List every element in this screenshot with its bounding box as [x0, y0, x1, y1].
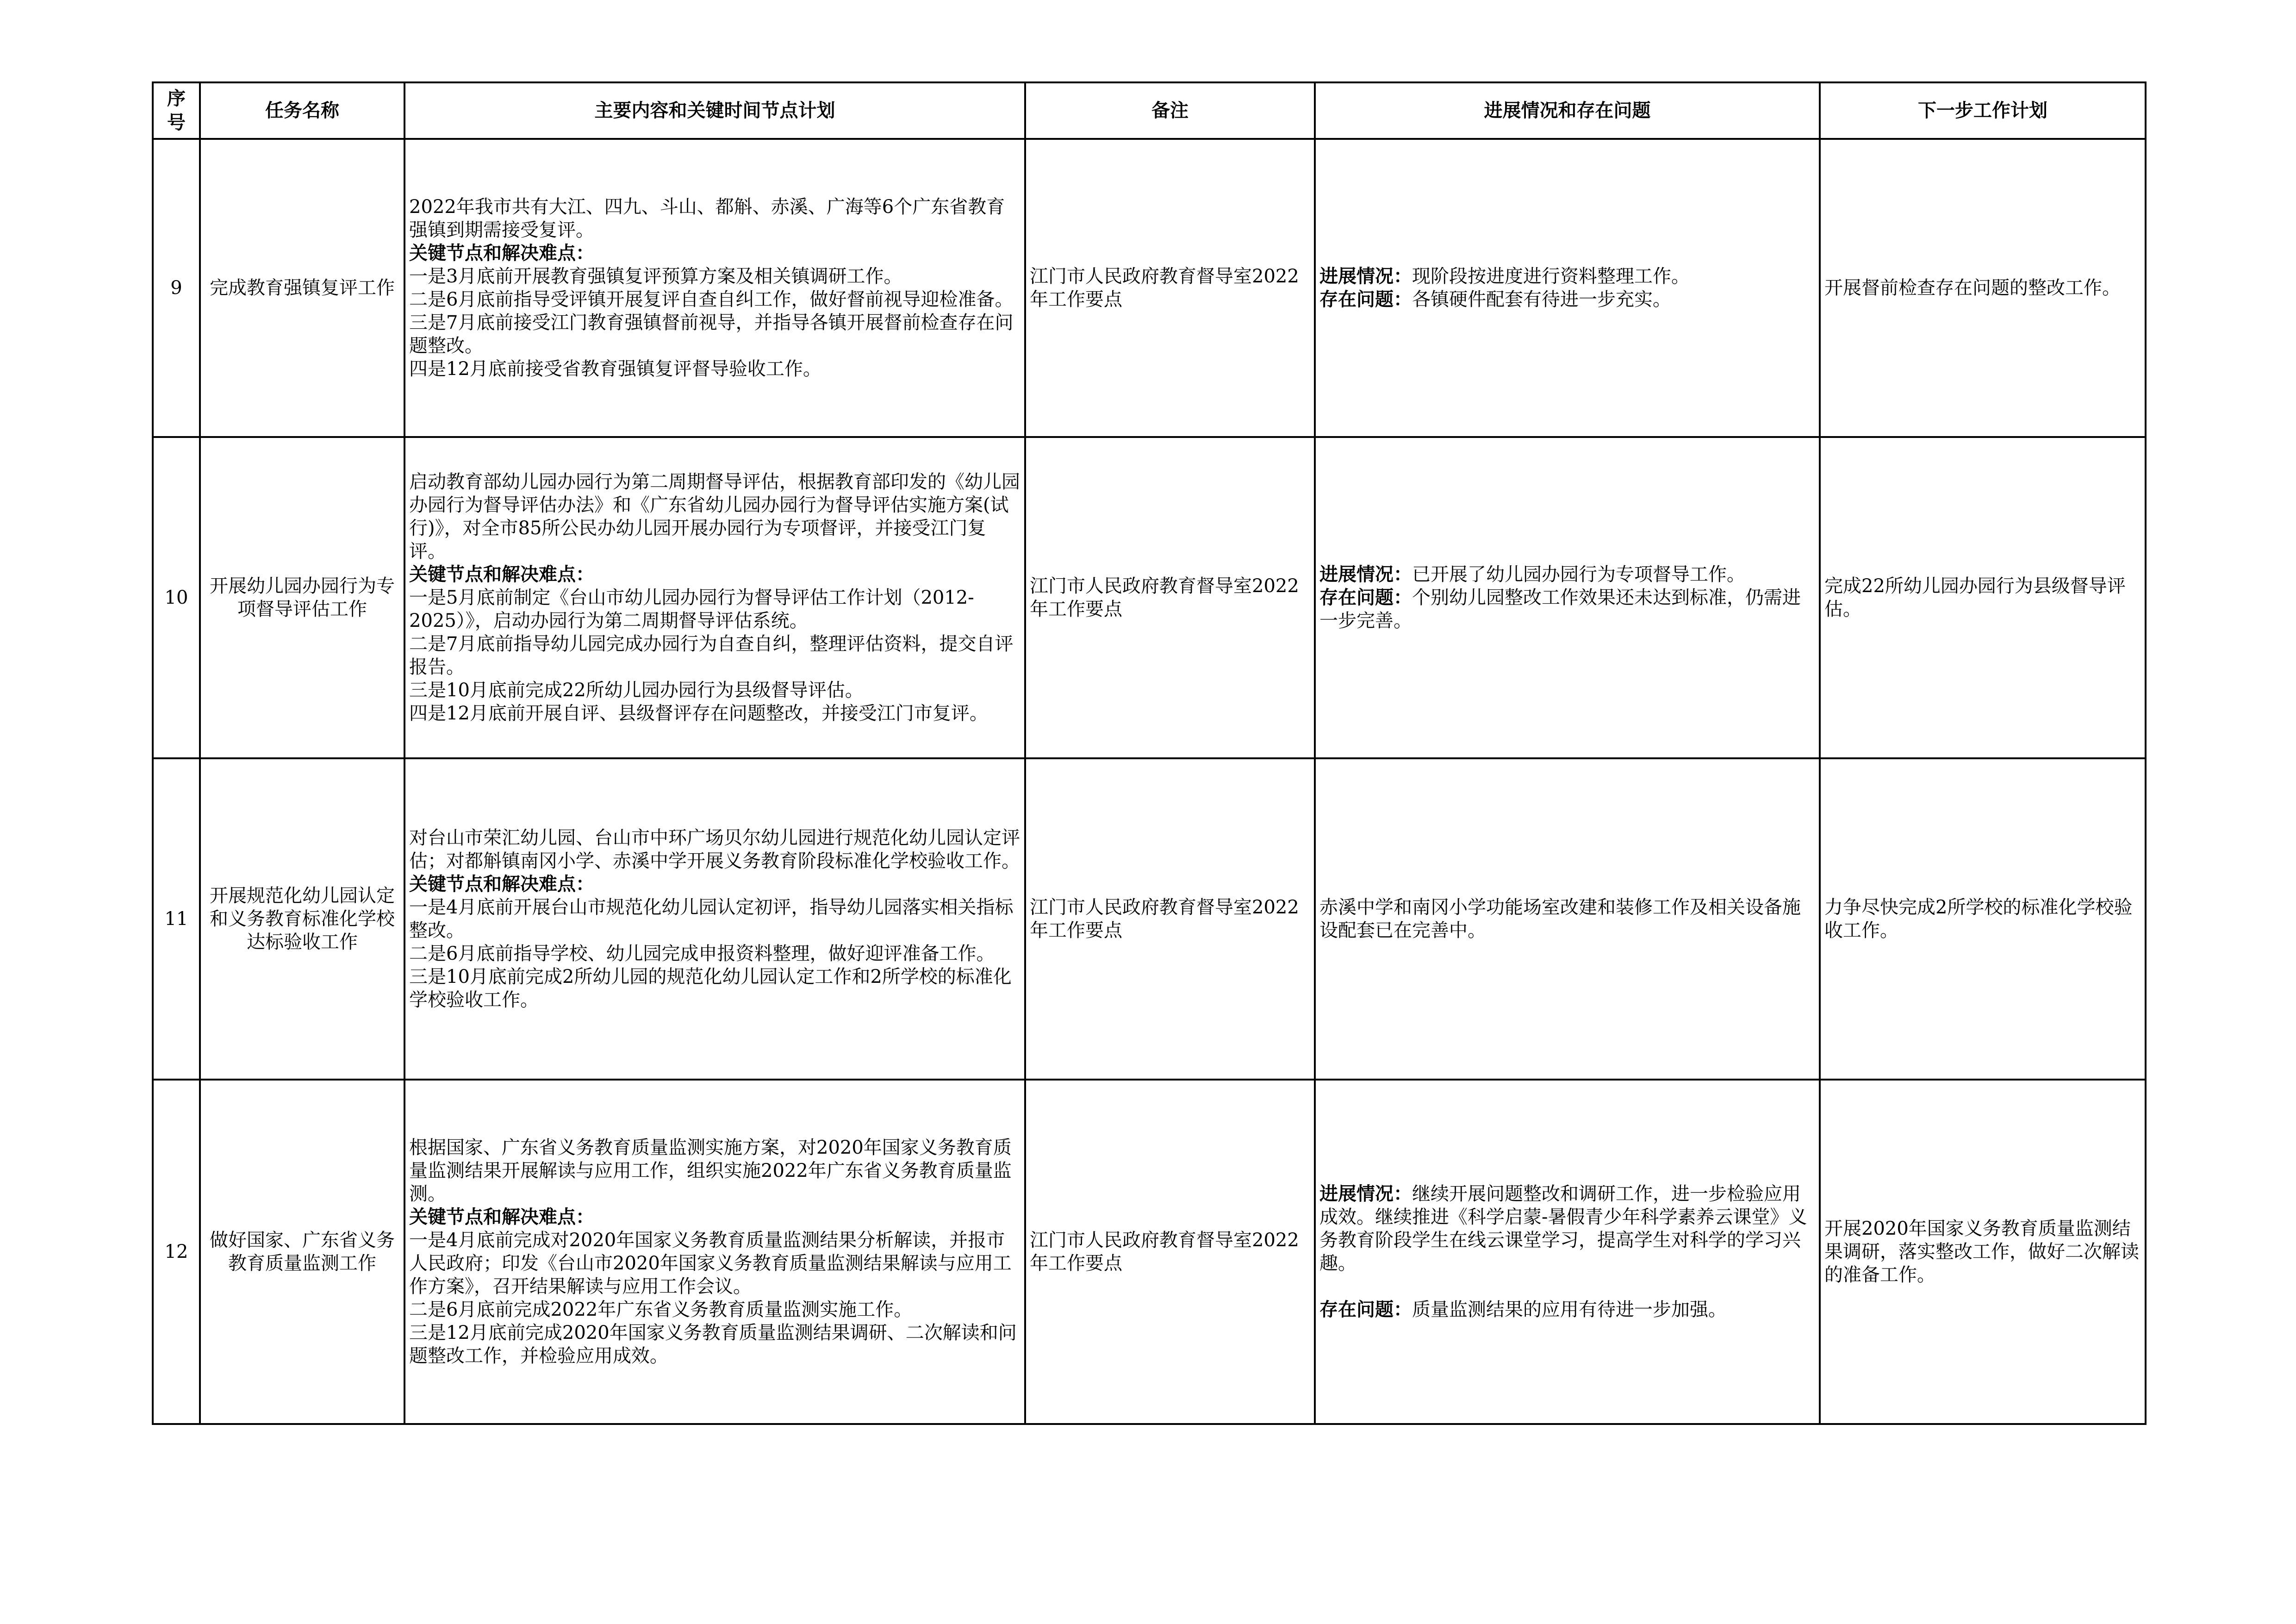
- row-no: 9: [153, 139, 200, 437]
- header-no: 序号: [153, 82, 200, 139]
- content-line: 启动教育部幼儿园办园行为第二周期督导评估，根据教育部印发的《幼儿园办园行为督导评估办法》和《广东省幼儿园办园行为督导评估实施方案(试行)》，对全市85所公民办幼儿园开展办园行为专项督评，并接受江门复评。: [409, 471, 1020, 562]
- content-key-heading: 关键节点和解决难点：: [409, 1206, 594, 1228]
- row-progress: 赤溪中学和南冈小学功能场室改建和装修工作及相关设备施设配套已在完善中。: [1315, 758, 1820, 1080]
- content-line: 二是7月底前指导幼儿园完成办园行为自查自纠，整理评估资料，提交自评报告。: [409, 633, 1014, 678]
- header-row: [153, 82, 2146, 139]
- content-line: 2022年我市共有大江、四九、斗山、都斛、赤溪、广海等6个广东省教育强镇到期需接受复评。: [409, 196, 1005, 241]
- row-next: 开展督前检查存在问题的整改工作。: [1820, 139, 2146, 437]
- content-line: 二是6月底前指导学校、幼儿园完成申报资料整理，做好迎评准备工作。: [409, 943, 995, 964]
- content-line: 三是7月底前接受江门教育强镇督前视导，并指导各镇开展督前检查存在问题整改。: [409, 312, 1014, 356]
- row-no: 12: [153, 1080, 200, 1424]
- header-task: 任务名称: [200, 82, 404, 139]
- problem-label: 存在问题：: [1319, 587, 1412, 608]
- progress-label: 进展情况：: [1319, 563, 1412, 585]
- row-no: 11: [153, 758, 200, 1080]
- table-row: [153, 758, 2146, 1080]
- problem-text: 质量监测结果的应用有待进一步加强。: [1412, 1299, 1727, 1320]
- row-remark: 江门市人民政府教育督导室2022年工作要点: [1025, 1080, 1315, 1424]
- content-line: 一是4月底前开展台山市规范化幼儿园认定初评，指导幼儿园落实相关指标整改。: [409, 897, 1014, 941]
- table-row: [153, 437, 2146, 758]
- row-content: [404, 437, 1025, 758]
- content-line: 对台山市荣汇幼儿园、台山市中环广场贝尔幼儿园进行规范化幼儿园认定评估；对都斛镇南冈小学、赤溪中学开展义务教育阶段标准化学校验收工作。: [409, 827, 1020, 872]
- row-remark: 江门市人民政府教育督导室2022年工作要点: [1025, 139, 1315, 437]
- content-line: 三是10月底前完成2所幼儿园的规范化幼儿园认定工作和2所学校的标准化学校验收工作。: [409, 966, 1012, 1011]
- header-progress: 进展情况和存在问题: [1315, 82, 1820, 139]
- row-next: 力争尽快完成2所学校的标准化学校验收工作。: [1820, 758, 2146, 1080]
- row-no: 10: [153, 437, 200, 758]
- row-remark: 江门市人民政府教育督导室2022年工作要点: [1025, 437, 1315, 758]
- content-key-heading: 关键节点和解决难点：: [409, 873, 594, 895]
- progress-text: 现阶段按进度进行资料整理工作。: [1412, 266, 1690, 287]
- row-progress: [1315, 437, 1820, 758]
- content-line: 一是4月底前完成对2020年国家义务教育质量监测结果分析解读，并报市人民政府；印发《台山市2020年国家义务教育质量监测结果解读与应用工作方案》，召开结果解读与应用工作会议。: [409, 1230, 1012, 1297]
- problem-label: 存在问题：: [1319, 288, 1412, 310]
- table-row: [153, 1080, 2146, 1424]
- content-line: 四是12月底前接受省教育强镇复评督导验收工作。: [409, 358, 821, 380]
- content-key-heading: 关键节点和解决难点：: [409, 242, 594, 264]
- row-next: 开展2020年国家义务教育质量监测结果调研，落实整改工作，做好二次解读的准备工作。: [1820, 1080, 2146, 1424]
- problem-text: 个别幼儿园整改工作效果还未达到标准，仍需进一步完善。: [1319, 587, 1801, 631]
- row-content: [404, 139, 1025, 437]
- problem-text: 各镇硬件配套有待进一步充实。: [1412, 289, 1671, 310]
- row-content: [404, 1080, 1025, 1424]
- row-task: 开展规范化幼儿园认定和义务教育标准化学校达标验收工作: [200, 758, 404, 1080]
- row-next: 完成22所幼儿园办园行为县级督导评估。: [1820, 437, 2146, 758]
- content-line: 三是12月底前完成2020年国家义务教育质量监测结果调研、二次解读和问题整改工作，并检验应用成效。: [409, 1322, 1017, 1367]
- content-line: 三是10月底前完成22所幼儿园办园行为县级督导评估。: [409, 680, 864, 701]
- row-task: 开展幼儿园办园行为专项督导评估工作: [200, 437, 404, 758]
- row-task: 做好国家、广东省义务教育质量监测工作: [200, 1080, 404, 1424]
- header-content: 主要内容和关键时间节点计划: [404, 82, 1025, 139]
- row-remark: 江门市人民政府教育督导室2022年工作要点: [1025, 758, 1315, 1080]
- progress-text: 已开展了幼儿园办园行为专项督导工作。: [1412, 564, 1745, 585]
- progress-label: 进展情况：: [1319, 1183, 1412, 1205]
- table-row: [153, 139, 2146, 437]
- progress-text: 继续开展问题整改和调研工作，进一步检验应用成效。继续推进《科学启蒙-暑假青少年科学素养云课堂》义务教育阶段学生在线云课堂学习，提高学生对科学的学习兴趣。: [1319, 1183, 1807, 1274]
- header-next: 下一步工作计划: [1820, 82, 2146, 139]
- progress-label: 进展情况：: [1319, 265, 1412, 287]
- content-line: 根据国家、广东省义务教育质量监测实施方案，对2020年国家义务教育质量监测结果开展解读与应用工作，组织实施2022年广东省义务教育质量监测。: [409, 1137, 1012, 1205]
- content-line: 一是3月底前开展教育强镇复评预算方案及相关镇调研工作。: [409, 266, 902, 287]
- row-progress: [1315, 139, 1820, 437]
- content-line: 二是6月底前完成2022年广东省义务教育质量监测实施工作。: [409, 1299, 913, 1320]
- content-key-heading: 关键节点和解决难点：: [409, 563, 594, 585]
- row-progress: [1315, 1080, 1820, 1424]
- row-content: [404, 758, 1025, 1080]
- work-plan-table: [152, 81, 2147, 1425]
- header-remark: 备注: [1025, 82, 1315, 139]
- row-task: 完成教育强镇复评工作: [200, 139, 404, 437]
- content-line: 二是6月底前指导受评镇开展复评自查自纠工作，做好督前视导迎检准备。: [409, 289, 1014, 310]
- content-line: 四是12月底前开展自评、县级督评存在问题整改，并接受江门市复评。: [409, 703, 988, 724]
- content-line: 一是5月底前制定《台山市幼儿园办园行为督导评估工作计划（2012-2025）》，启动办园行为第二周期督导评估系统。: [409, 587, 974, 631]
- problem-label: 存在问题：: [1319, 1299, 1412, 1320]
